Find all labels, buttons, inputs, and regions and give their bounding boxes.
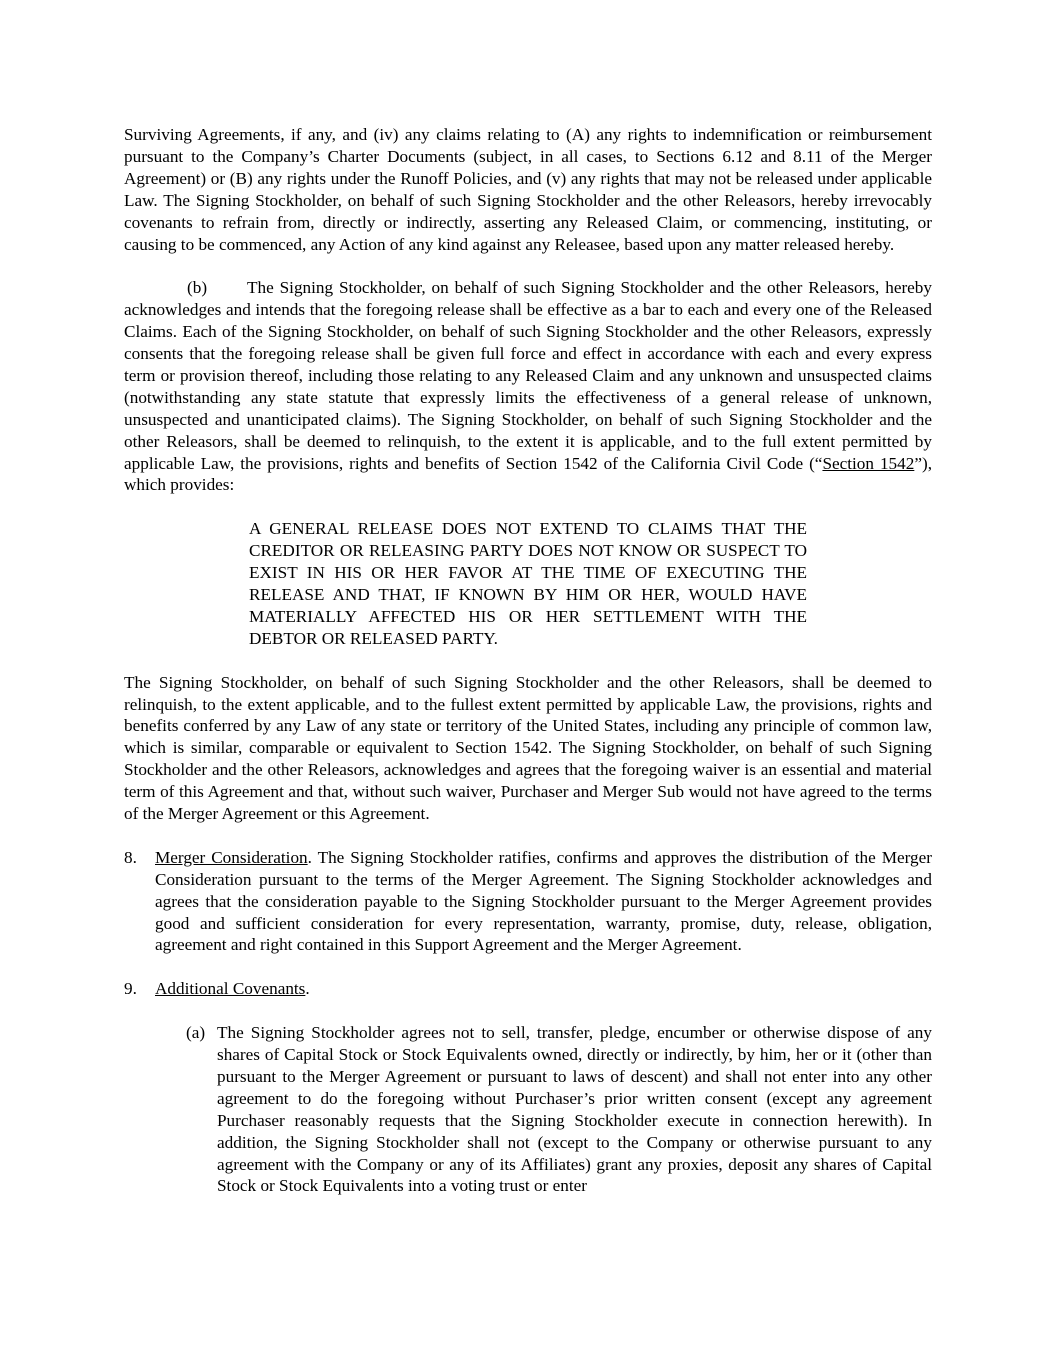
section-9a-text: The Signing Stockholder agrees not to sell, transfer, pledge, encumber or otherwise dispose of any shares of Capital Stock or Stock Equivalents owned, directly or indirectly, by him, her or it (other than pursuant to the Merger Agreement or pursuant to laws of descent) and shall not enter into any other agreement to do the foregoing without Purchaser’s prior written consent (except any agreement Purchaser reasonably requests that the Signing Stockholder execute in connection herewith). In addition, the Signing Stockholder shall not (except to the Company or otherwise pursuant to any agreement with the Company or any of its Affiliates) grant any proxies, deposit any shares of Capital Stock or Stock Equivalents into a voting trust or enter (217, 1023, 932, 1196)
section-9a-transfer-restrictions (124, 1022, 932, 1197)
civil-code-quote: A GENERAL RELEASE DOES NOT EXTEND TO CLAIMS THAT THE CREDITOR OR RELEASING PARTY DOES NOT KNOW OR SUSPECT TO EXIST IN HIS OR HER FAVOR AT THE TIME OF EXECUTING THE RELEASE AND THAT, IF KNOWN BY HIM OR HER, WOULD HAVE MATERIALLY AFFECTED HIS OR HER SETTLEMENT WITH THE DEBTOR OR RELEASED PARTY. (249, 519, 807, 648)
section-9-number: 9. (124, 979, 137, 999)
paragraph-b-text: The Signing Stockholder, on behalf of such Signing Stockholder and the other Releasors, hereby acknowledges and intends that the foregoing release shall be effective as a bar to each and every one of the Released Claims. Each of the Signing Stockholder, on behalf of such Signing Stockholder and the other Releasors, expressly consents that the foregoing release shall be given full force and effect in accordance with each and every express term or provision thereof, including those relating to any Released Claim and any unknown and unsuspected claims (notwithstanding any state statute that expressly limits the effectiveness of a general release of unknown, unsuspected and unanticipated claims). The Signing Stockholder, on behalf of such Signing Stockholder and the other Releasors, shall be deemed to relinquish, to the extent it is applicable, and to the full extent permitted by applicable Law, the provisions, rights and benefits of Section 1542 of the California Civil Code (“ (124, 278, 932, 473)
section-8-heading: Merger Consideration (155, 847, 308, 867)
paragraph-b-release-acknowledgement (124, 277, 932, 496)
paragraph-b-text-end: ”), which provides: (124, 453, 932, 495)
section-8-text: . The Signing Stockholder ratifies, confirms and approves the distribution of the Merger Consideration pursuant to the terms of the Merger Agreement. The Signing Stockholder acknowledges and agrees that the consideration payable to the Signing Stockholder pursuant to the Merger Agreement provides good and sufficient consideration for every representation, warranty, promise, duty, release, obligation, agreement and right contained in this Support Agreement and the Merger Agreement. (155, 847, 932, 955)
section-8-body (155, 847, 932, 957)
section-9-additional-covenants (124, 978, 932, 1000)
defined-term-section-1542: Section 1542 (822, 453, 915, 473)
section-9a-label: (a) (186, 1023, 206, 1043)
paragraph-b-label: (b) (187, 278, 208, 298)
section-8-merger-consideration (124, 847, 932, 957)
section-9-heading-suffix: . (305, 979, 310, 999)
document-page (124, 124, 932, 1197)
section-9-heading: Additional Covenants (155, 979, 306, 999)
section-8-number: 8. (124, 847, 137, 867)
paragraph-release-exceptions: Surviving Agreements, if any, and (iv) any claims relating to (A) any rights to indemnification or reimbursement pursuant to the Company’s Charter Documents (subject, in all cases, to Sections 6.12 and 8.11 of the Merger Agreement) or (B) any rights under the Runoff Policies, and (v) any rights that may not be released under applicable Law. The Signing Stockholder, on behalf of such Signing Stockholder and the other Releasors, hereby irrevocably covenants to refrain from, directly or indirectly, asserting any Released Claim, or commencing, instituting, or causing to be commenced, any Action of any kind against any Releasee, based upon any matter released hereby. (124, 125, 932, 254)
section-9-heading-line (155, 978, 932, 1000)
paragraph-waiver: The Signing Stockholder, on behalf of such Signing Stockholder and the other Releasors, shall be deemed to relinquish, to the extent applicable, and to the fullest extent permitted by applicable Law, the provisions, rights and benefits conferred by any Law of any state or territory of the United States, including any principle of common law, which is similar, comparable or equivalent to Section 1542. The Signing Stockholder, on behalf of such Signing Stockholder and the other Releasors, acknowledges and agrees that the foregoing waiver is an essential and material term of this Agreement and that, without such waiver, Purchaser and Merger Sub would not have agreed to the terms of the Merger Agreement or this Agreement. (124, 672, 932, 824)
